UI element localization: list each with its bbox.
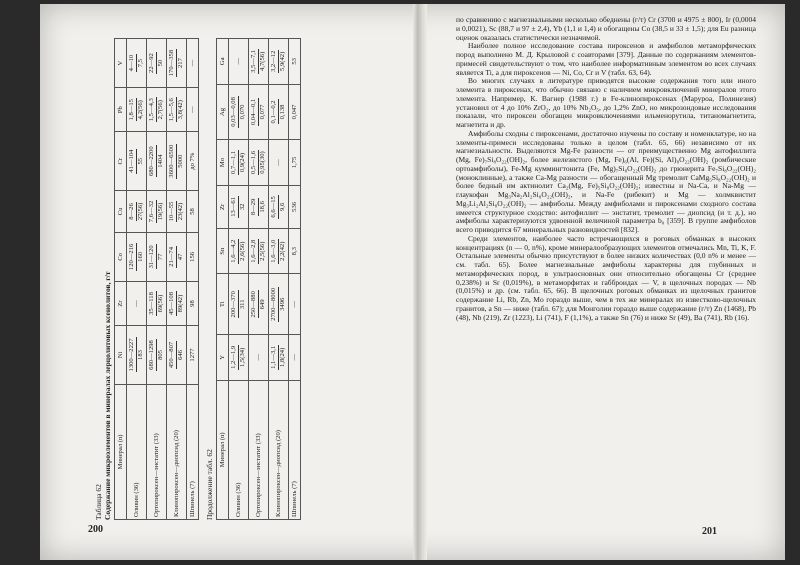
- table-row: [289, 39, 301, 520]
- rotated-table-block: [92, 34, 407, 524]
- value-cell: 0,047: [289, 84, 301, 140]
- value-cell: —: [289, 335, 301, 381]
- mineral-cell: Клинопироксен—диопсид (20): [167, 384, 187, 519]
- value-cell: 7,6—32 19(56): [147, 191, 167, 233]
- table-continuation-caption: Продолжение табл. 62: [205, 449, 214, 520]
- column-header: V: [115, 39, 127, 88]
- column-header: Ga: [217, 39, 229, 85]
- column-header: Ti: [217, 274, 229, 335]
- value-cell: 2700—8000 3496: [269, 274, 289, 335]
- value-cell: 0,04—0,1 0,077: [249, 84, 269, 140]
- value-cell: 200—370 311: [229, 274, 249, 335]
- value-cell: 1,75: [289, 140, 301, 186]
- paragraph: Амфиболы сходны с пироксенами, достаточно изучены по составу и номенклатуре, но на элементы-примеси исследованы только в целом (табл. 65, 66) независимо от их магнезиальности. Выделяются Mg-Fe разности — от преимущественно Mg антофиллита (Mg, Fe)₇Si₈O₂₂(OH)₂, более железистого (Mg, Fe)₆(Al, Fe)(Si, Al)₈O₂₂(OH)₂ (ромбические ортоамфиболы), Fe-Mg куммингтонита (Fe, Mg)₇Si₈O₂₂(OH)₂ до грюнерита Fe₇Si₈O₂₂(OH)₂ (моноклинные), а также Ca-Mg разности — обогащенный Mg тремолит CaMg₅Si₈O₂₂(OH)₂ и более бедный им актинолит Ca₂(Mg, Fe)₅Si₈O₂₂(OH)₂; известны и Na-Ca, и Na-Mg — глаукофан Mg₃Na₂Al₂Si₈O₂₂(OH)₂, и Na-Fe (рибекит) и Mg — холмквистит Mg₃Li₂Al₂Si₈O₂₂(OH)₂ — амфиболы. Между амфиболами и пироксенами сходного состава имеется структурное сходство: антофиллит — энстатит, тремолит — диопсид (и т. д.), но амфиболы характеризуются удвоенной величиной параметра b₀ [359]. В группе амфиболов всего приводится 67 минеральных разновидностей [832].: [456, 128, 756, 234]
- table-row: [167, 39, 187, 520]
- value-cell: 8,3: [289, 228, 301, 274]
- value-cell: 0,7—1,1 0,9(24): [229, 140, 249, 186]
- value-cell: —: [229, 39, 249, 85]
- value-cell: 680—2200 1404: [147, 132, 167, 191]
- value-cell: —: [289, 274, 301, 335]
- mineral-cell: Оливин (36): [127, 384, 147, 519]
- paragraph: Наиболее полное исследование состава пироксенов и амфиболов метаморфических пород выполнено М. Д. Крыловой с соавторами [379]. Данные по содержаниям элементов-примесей свидетельствуют о том, что наиболее информативным элементом во всех случаях является Ti, а для пироксенов — Ni, Co, Cr и V (табл. 63, 64).: [456, 41, 756, 77]
- value-cell: 4—10 7,5: [127, 39, 147, 88]
- paragraph: Среди элементов, наиболее часто встречающихся в роговых обманках в высоких концентрациях (n — 0, n%), кроме минералообразующих элементов отмечались Mn, Ti, K, F. Остальные элементы обычно присутствуют в более низких количествах (0,0 n% и менее — см. табл. 65). Более магнезиальные амфиболы характерны для глубинных и метаморфических пород, в ультраосновных они относительно обогащены Cr (среднее 0,238%) и Sr (0,019%), в метаморфитах и габброидах — V, в щелочных породах — Nb (0,015%) и др. (см. табл. 65, 66). В щелочных роговых обманках из щелочных гранитов содержание Li, Rb, Zn, Mo гораздо выше, чем в тех же минералах из известково-щелочных гранитов, а Sn — ниже (табл. 67); для Монголии гораздо выше содержание (г/т) Zn (1468), Pb (48), Nb (219), Zr (1223), Li (741), F (1,1%), а также Sn (76) и ниже Sr (49), Ba (741), Rb (16).: [456, 233, 756, 322]
- value-cell: 6,6—15 9,6: [269, 185, 289, 228]
- value-cell: 8—29 18,6: [249, 185, 269, 228]
- column-header: Ni: [115, 326, 127, 385]
- value-cell: —: [249, 335, 269, 381]
- value-cell: 98: [187, 281, 199, 325]
- column-header: Cu: [115, 191, 127, 233]
- value-cell: 0,03—0,08 0,070: [229, 84, 249, 140]
- value-cell: 156: [187, 232, 199, 281]
- value-cell: 1,5—5,6 3,8(42): [167, 88, 187, 132]
- right-page-number: 201: [702, 526, 717, 537]
- value-cell: 536: [289, 185, 301, 228]
- left-page: [92, 34, 407, 524]
- table-row: [147, 39, 167, 520]
- value-cell: 22—92 50: [147, 39, 167, 88]
- mineral-cell: Шпинель (7): [187, 384, 199, 519]
- mineral-table-62: [114, 38, 199, 520]
- mineral-cell: Шпинель (7): [289, 380, 301, 519]
- value-cell: —: [269, 140, 289, 186]
- mineral-cell: Оливин (36): [229, 380, 249, 519]
- column-header: Ag: [217, 84, 229, 140]
- book-gutter: [413, 4, 427, 560]
- value-cell: 1,8—15 4,2(56): [127, 88, 147, 132]
- value-cell: 1,2—1,9 1,5(34): [229, 335, 249, 381]
- mineral-cell: Ортопироксен—энстатит (33): [147, 384, 167, 519]
- value-cell: 1300—2227 183: [127, 326, 147, 385]
- value-cell: 21—74 47: [167, 232, 187, 281]
- table-row: [187, 39, 199, 520]
- value-cell: 58: [187, 191, 199, 233]
- value-cell: 3600—6500 5000: [167, 132, 187, 191]
- value-cell: 13—61 32: [229, 185, 249, 228]
- value-cell: 45—108 89(42): [167, 281, 187, 325]
- column-header: Mo: [217, 140, 229, 186]
- value-cell: 1,6—2,8 2,5(56): [249, 228, 269, 274]
- table-row: [127, 39, 147, 520]
- value-cell: 250—880 649: [249, 274, 269, 335]
- value-cell: 680—1298 805: [147, 326, 167, 385]
- value-cell: —: [127, 281, 147, 325]
- value-cell: 1,5—4,3 2,7(56): [147, 88, 167, 132]
- value-cell: 0,5—1,6 0,95(30): [249, 140, 269, 186]
- right-page-text: [456, 16, 756, 322]
- column-header: Cr: [115, 132, 127, 191]
- column-header: Минерал (n): [115, 384, 127, 519]
- value-cell: 10—55 23(42): [167, 191, 187, 233]
- table-row: [269, 39, 289, 520]
- column-header: Zr: [217, 185, 229, 228]
- value-cell: 170—358 217: [167, 39, 187, 88]
- column-header: Sn: [217, 228, 229, 274]
- value-cell: 1,6—3,0 2,2(42): [269, 228, 289, 274]
- left-page-number: 200: [88, 524, 103, 535]
- column-header: Co: [115, 232, 127, 281]
- book-spread: [40, 4, 785, 560]
- table-caption-label: Таблица 62: [94, 484, 103, 520]
- value-cell: 31—120 77: [147, 232, 167, 281]
- column-header: Y: [217, 335, 229, 381]
- table-caption: [94, 34, 112, 520]
- mineral-table-62-continued: [216, 38, 301, 520]
- mineral-cell: Ортопироксен—энстатит (33): [249, 380, 269, 519]
- value-cell: 35—118 69(56): [147, 281, 167, 325]
- table-row: [249, 39, 269, 520]
- value-cell: до 7%: [187, 132, 199, 191]
- value-cell: 41—104 55: [127, 132, 147, 191]
- value-cell: —: [187, 39, 199, 88]
- value-cell: 1,6—4,2 2,6(56): [229, 228, 249, 274]
- value-cell: 1,1—3,1 1,8(24): [269, 335, 289, 381]
- value-cell: 53: [289, 39, 301, 85]
- value-cell: 8—26 27(56): [127, 191, 147, 233]
- paragraph: Во многих случаях в литературе приводятся высокие содержания того или иного элемента в пироксенах, что обычно связано с наличием микровключений минералов этого элемента. Например, К. Вагнер (1988 г.) в Fe-клинопироксенах (Маруроа, Полинезия) установил от 4 до 10% ZrO₂, до 10% Nb₂O₅, до 1,2% ZnO, но микрозондовые исследования показали, что пироксен обогащен микровключениями ильменорутила, титаномагнетита, магнетита и др.: [456, 76, 756, 129]
- value-cell: —: [187, 88, 199, 132]
- table-caption-title: Содержание микроэлементов в минералах лерцолитовых ксенолитов, г/т: [103, 271, 112, 520]
- value-cell: 3,5—7,1 4,7(56): [249, 39, 269, 85]
- value-cell: 450—807 646: [167, 326, 187, 385]
- column-header: Минерал (n): [217, 380, 229, 519]
- table-row: [229, 39, 249, 520]
- mineral-cell: Клинопироксен—диопсид (20): [269, 380, 289, 519]
- column-header: Zr: [115, 281, 127, 325]
- value-cell: 0,1—0,2 0,138: [269, 84, 289, 140]
- column-header: Pb: [115, 88, 127, 132]
- value-cell: 3,2—12 5,9(42): [269, 39, 289, 85]
- value-cell: 1277: [187, 326, 199, 385]
- paragraph: по сравнению с магнезиальными несколько обеднены (г/т) Cr (3700 и 4975 ± 800), Ir (0,0004 и 0,0021), Sc (88,7 и 97 ± 2,4), Yb (1,1 и 1,4) и обогащены Co (38,5 и 33 ± 1,5); для Eu разница оценок оказалась статистически незначимой.: [456, 15, 756, 42]
- value-cell: 120—216 160: [127, 232, 147, 281]
